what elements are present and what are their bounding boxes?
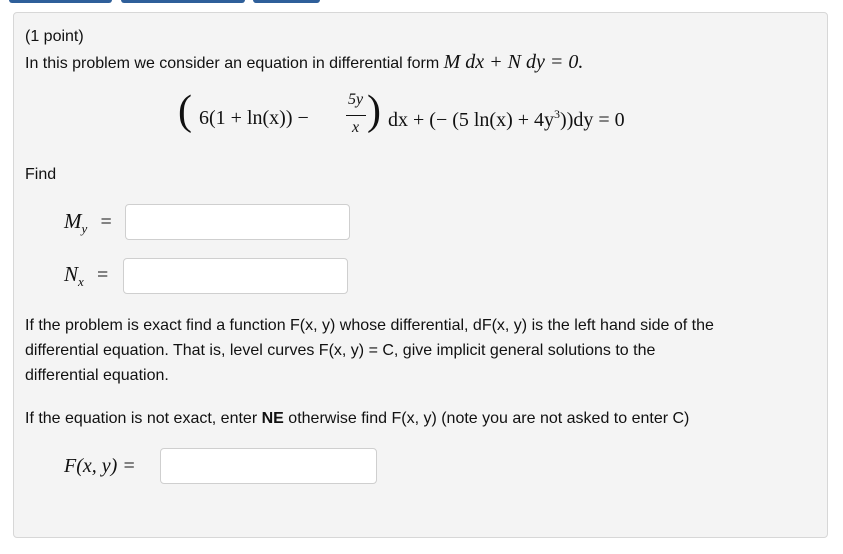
my-subscript: y <box>81 221 88 236</box>
f-label: F(x, y) = <box>64 455 136 477</box>
equation-part-1: 6(1 + ln(x)) − <box>199 107 309 129</box>
top-tab-1[interactable] <box>9 0 112 3</box>
ne-instruction <box>25 409 689 429</box>
right-big-paren: ) <box>367 88 381 134</box>
equation-part-2 <box>388 107 625 132</box>
nx-subscript: x <box>78 274 84 289</box>
fraction-denominator: x <box>351 119 360 136</box>
nx-input[interactable] <box>123 258 348 294</box>
my-label <box>64 209 112 241</box>
problem-intro <box>25 52 583 74</box>
equation-part-2-text: dx + (− (5 ln(x) + 4y <box>388 109 555 131</box>
instruction-line-1: If the problem is exact find a function F(x, y) whose differential, dF(x, y) is the left hand side of the <box>25 317 714 334</box>
intro-text: In this problem we consider an equation in differential form <box>25 55 440 72</box>
instruction-line-3: differential equation. <box>25 367 169 384</box>
fraction-numerator: 5y <box>347 91 364 108</box>
top-tab-2[interactable] <box>121 0 245 3</box>
my-equals: = <box>100 211 112 233</box>
fraction-line <box>346 115 366 116</box>
instruction-line-2: differential equation. That is, level curves F(x, y) = C, give implicit general solutions to the <box>25 342 656 359</box>
differential-equation <box>174 88 674 146</box>
my-letter: M <box>64 209 82 233</box>
nx-equals: = <box>97 264 109 286</box>
my-input[interactable] <box>125 204 350 240</box>
ne-bold-text: NE <box>261 410 284 427</box>
differential-form: M dx + N dy = 0. <box>443 51 584 73</box>
f-input[interactable] <box>160 448 377 484</box>
ne-suffix: otherwise find F(x, y) (note you are not asked to enter C) <box>288 410 690 427</box>
nx-label <box>64 262 108 294</box>
equation-exponent: 3 <box>554 107 561 121</box>
ne-prefix: If the equation is not exact, enter <box>25 410 258 427</box>
problem-point-label: (1 point) <box>25 28 84 45</box>
top-tab-3[interactable] <box>253 0 320 3</box>
left-big-paren: ( <box>178 88 192 134</box>
find-label: Find <box>25 166 57 183</box>
nx-letter: N <box>64 262 79 286</box>
equation-part-3: ))dy = 0 <box>560 109 625 131</box>
